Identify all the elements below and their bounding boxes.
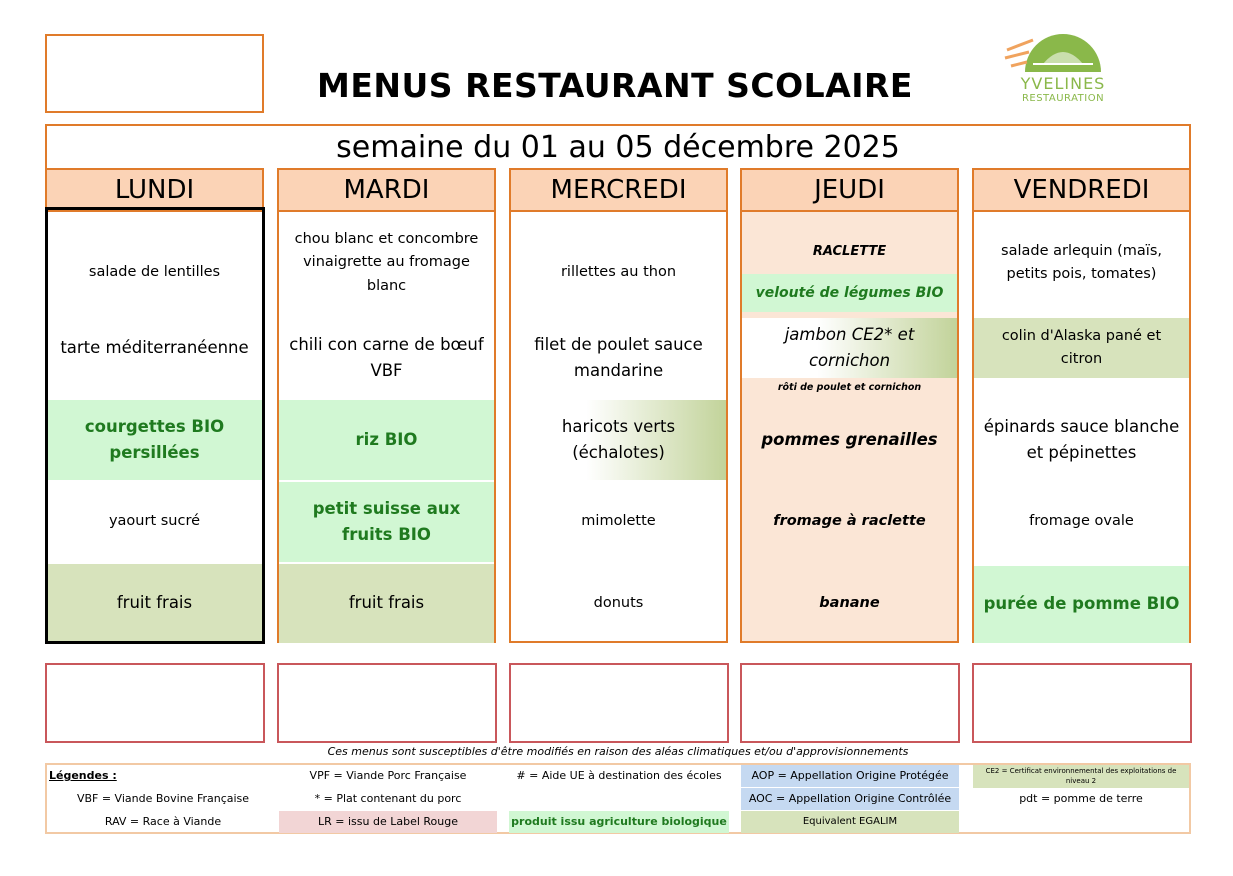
- legend-ce2: CE2 = Certificat environnemental des exploitations de niveau 2: [973, 765, 1189, 788]
- menu-laitage: mimolette: [581, 513, 656, 530]
- day-header: MARDI: [279, 170, 494, 212]
- menu-accompagnement: épinards sauce blanche et pépinettes: [983, 416, 1180, 462]
- menu-accompagnement: haricots verts (échalotes): [511, 400, 726, 480]
- goûter-cell-vendredi: [972, 663, 1192, 743]
- legend-aoc: AOC = Appellation Origine Contrôlée: [741, 788, 959, 810]
- goûter-cell-mardi: [277, 663, 497, 743]
- current-day-highlight: [45, 207, 265, 644]
- legend-egalim: Equivalent EGALIM: [741, 811, 959, 833]
- menu-entree: salade de lentilles: [88, 264, 221, 281]
- menu-plat-alternative: rôti de poulet et cornichon: [777, 382, 922, 394]
- menu-accompagnement: courgettes BIO persillées: [47, 400, 262, 480]
- legend-vbf: VBF = Viande Bovine Française: [76, 792, 250, 805]
- menu-entree: velouté de légumes BIO: [742, 274, 957, 312]
- menu-entree: chou blanc et concombre vinaigrette au fromage blanc: [294, 231, 479, 294]
- menu-dessert: fruit frais: [47, 564, 262, 643]
- menu-accompagnement: pommes grenailles: [761, 429, 938, 449]
- menu-dessert: donuts: [593, 594, 644, 611]
- menu-laitage: fromage ovale: [1029, 513, 1134, 530]
- menu-dessert: purée de pomme BIO: [974, 566, 1189, 643]
- legend-box: [45, 763, 1191, 834]
- menu-accompagnement: riz BIO: [279, 400, 494, 480]
- menu-entree: rillettes au thon: [560, 264, 677, 281]
- menu-dessert: banane: [819, 594, 880, 611]
- menu-laitage: petit suisse aux fruits BIO: [279, 482, 494, 562]
- menu-plat: tarte méditerranéenne: [60, 337, 249, 357]
- menu-laitage: yaourt sucré: [108, 513, 201, 530]
- sun-hat-icon: [1003, 26, 1123, 76]
- goûter-cell-mercredi: [509, 663, 729, 743]
- logo-text-line1: YVELINES: [1020, 74, 1106, 93]
- menu-plat: colin d'Alaska pané et citron: [974, 318, 1189, 378]
- goûter-cell-lundi: [45, 663, 265, 743]
- blank-header-box: [45, 34, 264, 113]
- goûter-cell-jeudi: [740, 663, 960, 743]
- day-header: VENDREDI: [974, 170, 1189, 212]
- legend-title: Légendes :: [49, 769, 117, 782]
- menu-plat: jambon CE2* et cornichon: [742, 318, 957, 378]
- day-column-vendredi: [972, 168, 1191, 643]
- legend-aide: # = Aide UE à destination des écoles: [516, 769, 722, 782]
- day-column-mardi: [277, 168, 496, 643]
- day-column-mercredi: [509, 168, 728, 643]
- menu-entree: salade arlequin (maïs, petits pois, tomates): [1001, 242, 1162, 282]
- day-header: MERCREDI: [511, 170, 726, 212]
- legend-bio: produit issu agriculture biologique: [509, 811, 729, 833]
- legend-lr: LR = issu de Label Rouge: [279, 811, 497, 833]
- day-header: JEUDI: [742, 170, 957, 212]
- menu-plat: chili con carne de bœuf VBF: [289, 334, 484, 380]
- menu-theme: RACLETTE: [812, 243, 887, 259]
- day-header: LUNDI: [47, 170, 262, 212]
- menu-laitage: fromage à raclette: [773, 513, 926, 530]
- legend-vpf: VPF = Viande Porc Française: [309, 769, 467, 782]
- legend-aop: AOP = Appellation Origine Protégée: [741, 765, 959, 787]
- yvelines-logo: [1003, 26, 1123, 110]
- disclaimer: Ces menus sont susceptibles d'être modifiés en raison des aléas climatiques et/ou d'approvisionnements: [327, 745, 909, 758]
- legend-rav: RAV = Race à Viande: [104, 815, 222, 828]
- page-title: MENUS RESTAURANT SCOLAIRE: [317, 66, 913, 105]
- day-column-jeudi: [740, 168, 959, 643]
- legend-porc: * = Plat contenant du porc: [314, 792, 462, 805]
- menu-dessert: fruit frais: [279, 564, 494, 643]
- logo-text-line2: RESTAURATION: [1021, 93, 1105, 104]
- week-banner: semaine du 01 au 05 décembre 2025: [45, 124, 1191, 170]
- legend-pdt: pdt = pomme de terre: [1019, 792, 1143, 805]
- menu-plat: filet de poulet sauce mandarine: [534, 334, 703, 380]
